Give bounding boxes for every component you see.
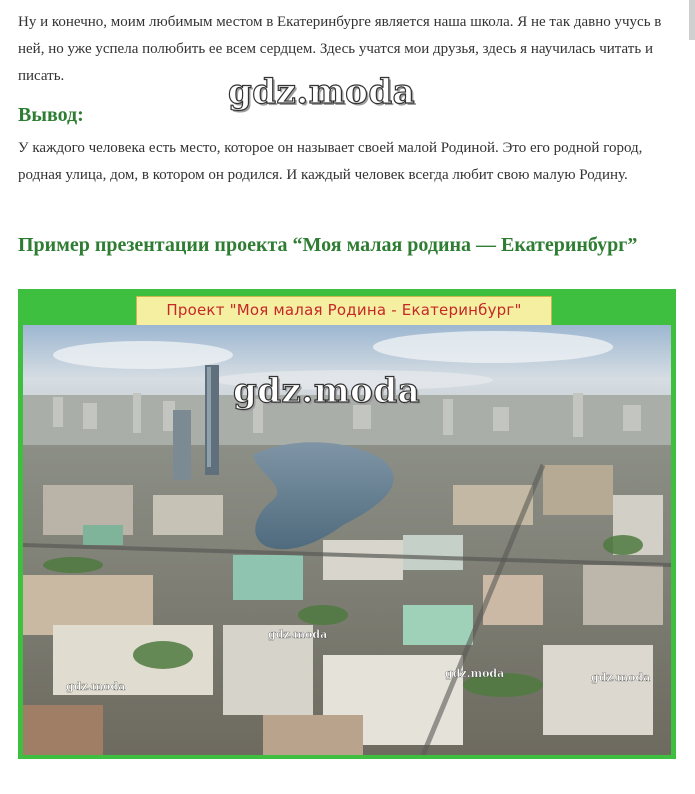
city-aerial-photo — [23, 325, 671, 755]
example-heading: Пример презентации проекта “Моя малая родина — Екатеринбург” — [18, 234, 638, 256]
small-watermark: gdz.moda — [591, 671, 651, 684]
presentation-slide-image — [18, 289, 676, 759]
slide-title: Проект "Моя малая Родина - Екатеринбург" — [166, 301, 522, 319]
intro-paragraph: Ну и конечно, моим любимым местом в Екатеринбурге является наша школа. Я не так давно учусь в ней, но уже успела полюбить ее всем сердцем. Здесь учатся мои друзья, здесь я научилась читать и писать. — [18, 14, 662, 84]
watermark: gdz.moda — [228, 72, 416, 112]
small-watermark: gdz.moda — [268, 628, 328, 641]
scrollbar[interactable] — [689, 0, 695, 40]
photo-watermark: gdz.moda — [233, 371, 421, 411]
conclusion-paragraph: У каждого человека есть место, которое он называет своей малой Родиной. Это его родной город, родная улица, дом, в котором он родился. И каждый человек всегда любит свою малую Родину. — [18, 140, 643, 183]
small-watermark: gdz.moda — [445, 667, 505, 680]
small-watermark: gdz.moda — [66, 680, 126, 693]
slide-title-bar — [136, 296, 552, 326]
conclusion-heading: Вывод: — [18, 104, 84, 126]
